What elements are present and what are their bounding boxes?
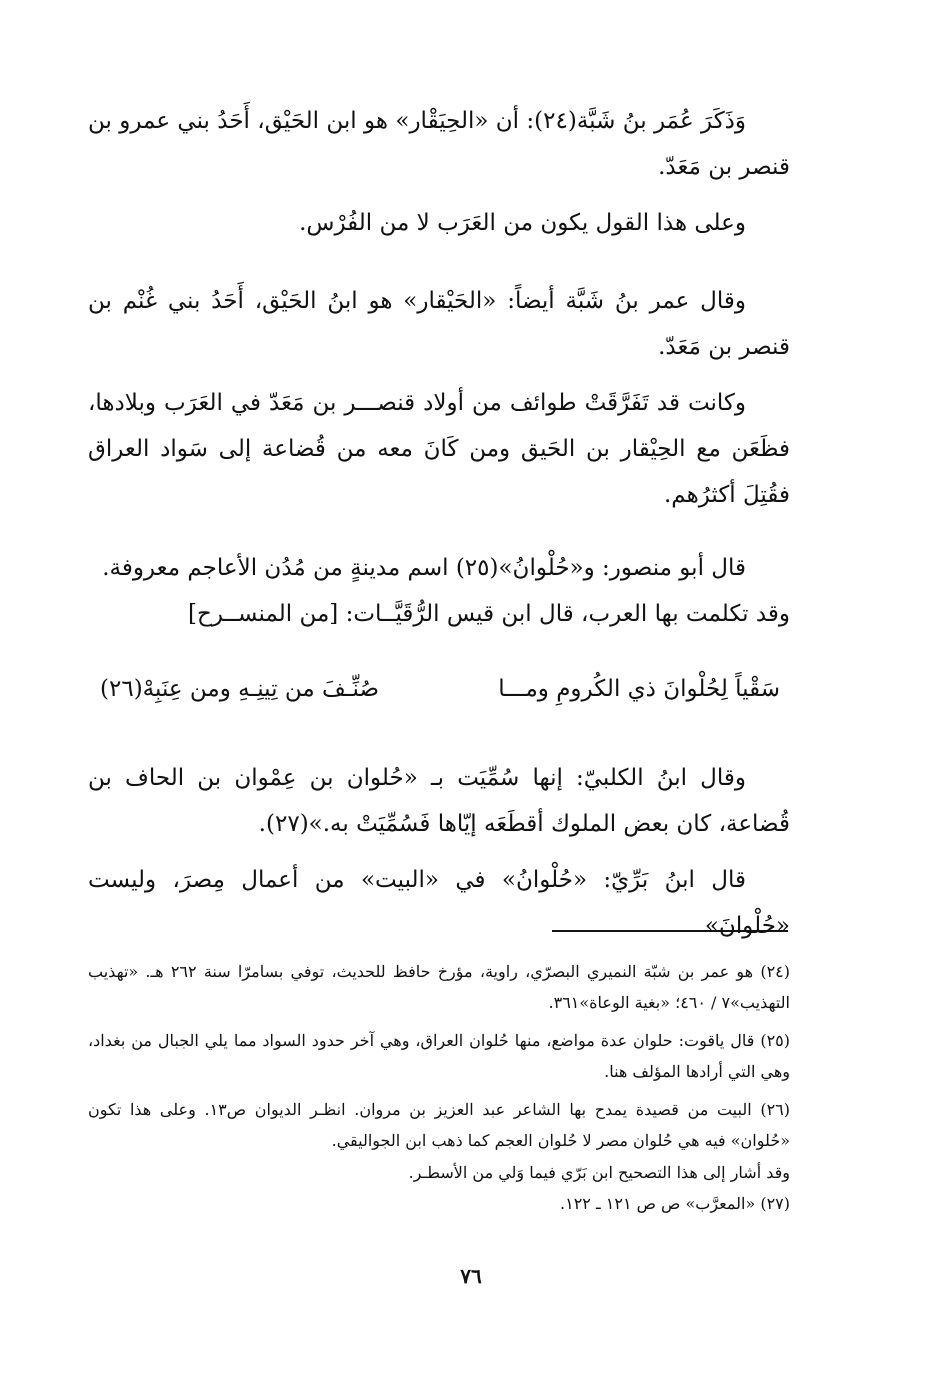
body-paragraph-5b: وقد تكلمت بها العرب، قال ابن قيس الرُّقَيَّــات: [من المنســرح] [188,601,790,627]
body-paragraph-6: وقال ابنُ الكلبيّ: إنها سُمِّيَت بـ «حُلوان بن عِمْوان بن الحاف بن قُضاعة، كان بعض الملوك أقطَعَه إيّاها فَسُمِّيَتْ به.»(٢٧). [88,765,790,837]
footnote-26: (٢٦) البيت من قصيدة يمدح بها الشاعر عبد العزيز بن مروان. انظـر الديوان ص١٣. وعلى هذا تكون «حُلوان» فيه هي حُلوان مصر لا حُلوان العجم كما ذهب ابن الجواليقي. [88,1100,790,1150]
verse-second-hemistich: صُنِّـفَ من تِينِـهِ ومن عِنَبِهْ(٢٦) [100,676,379,702]
poetry-verse [100,666,780,712]
verse-first-hemistich: سَقْياً لِحُلْوانَ ذي الكُرومِ ومـــا [498,676,780,702]
body-paragraph-1: وَذَكَرَ عُمَر بنُ شَبَّة(٢٤): أن «الحِيَقْار» هو ابن الحَيْق، أَحَدُ بني عمرو بن قنصر بن مَعَدّ. [88,108,790,180]
body-paragraph-2: وعلى هذا القول يكون من العَرَب لا من الفُرْس. [299,210,746,236]
footnote-25: (٢٥) قال ياقوت: حلوان عدة مواضع، منها حُلوان العراق، وهي آخر حدود السواد مما يلي الجبال من بغداد، وهي التي أرادها المؤلف هنا. [88,1031,790,1081]
footnote-27: (٢٧) «المعرَّب» ص ص ١٢١ ـ ١٢٢. [560,1194,790,1213]
footnote-26-continuation: وقد أشار إلى هذا التصحيح ابن بَرّي فيما وَلي من الأسطـر. [408,1163,790,1182]
body-paragraph-4: وكانت قد تَفَرَّقَتْ طوائف من أولاد قنصـــر بن مَعَدّ في العَرَب وبلادها، فظَعَن مع الحِيْقار بن الحَيق ومن كَانَ معه من قُضاعة إلى سَواد العراق فقُتِلَ أكثرُهم. [88,390,790,508]
page-number: ٧٦ [460,1264,482,1288]
footnote-separator [552,930,788,932]
body-paragraph-3: وقال عمر بنُ شَبَّة أيضاً: «الحَيْقار» هو ابنُ الحَيْق، أَحَدُ بني غُنْم بن قنصر بن مَعَدّ. [88,288,790,360]
footnote-24: (٢٤) هو عمر بن شبّة النميري البصرّي، راوية، مؤرخ حافظ للحديث، توفي بسامرّا سنة ٢٦٢ هـ. «تهذيب التهذيب»٧ / ٤٦٠؛ «بغية الوعاة»٣٦١. [88,962,791,1012]
body-paragraph-7: قال ابنُ بَرِّيّ: «حُلْوانُ» في «البيت» من أعمال مِصرَ، وليست «حُلْوانَ» [88,867,790,939]
body-paragraph-5a: قال أبو منصور: و«حُلْوانُ»(٢٥) اسم مدينةٍ من مُدُن الأعاجم معروفة. [102,555,746,581]
